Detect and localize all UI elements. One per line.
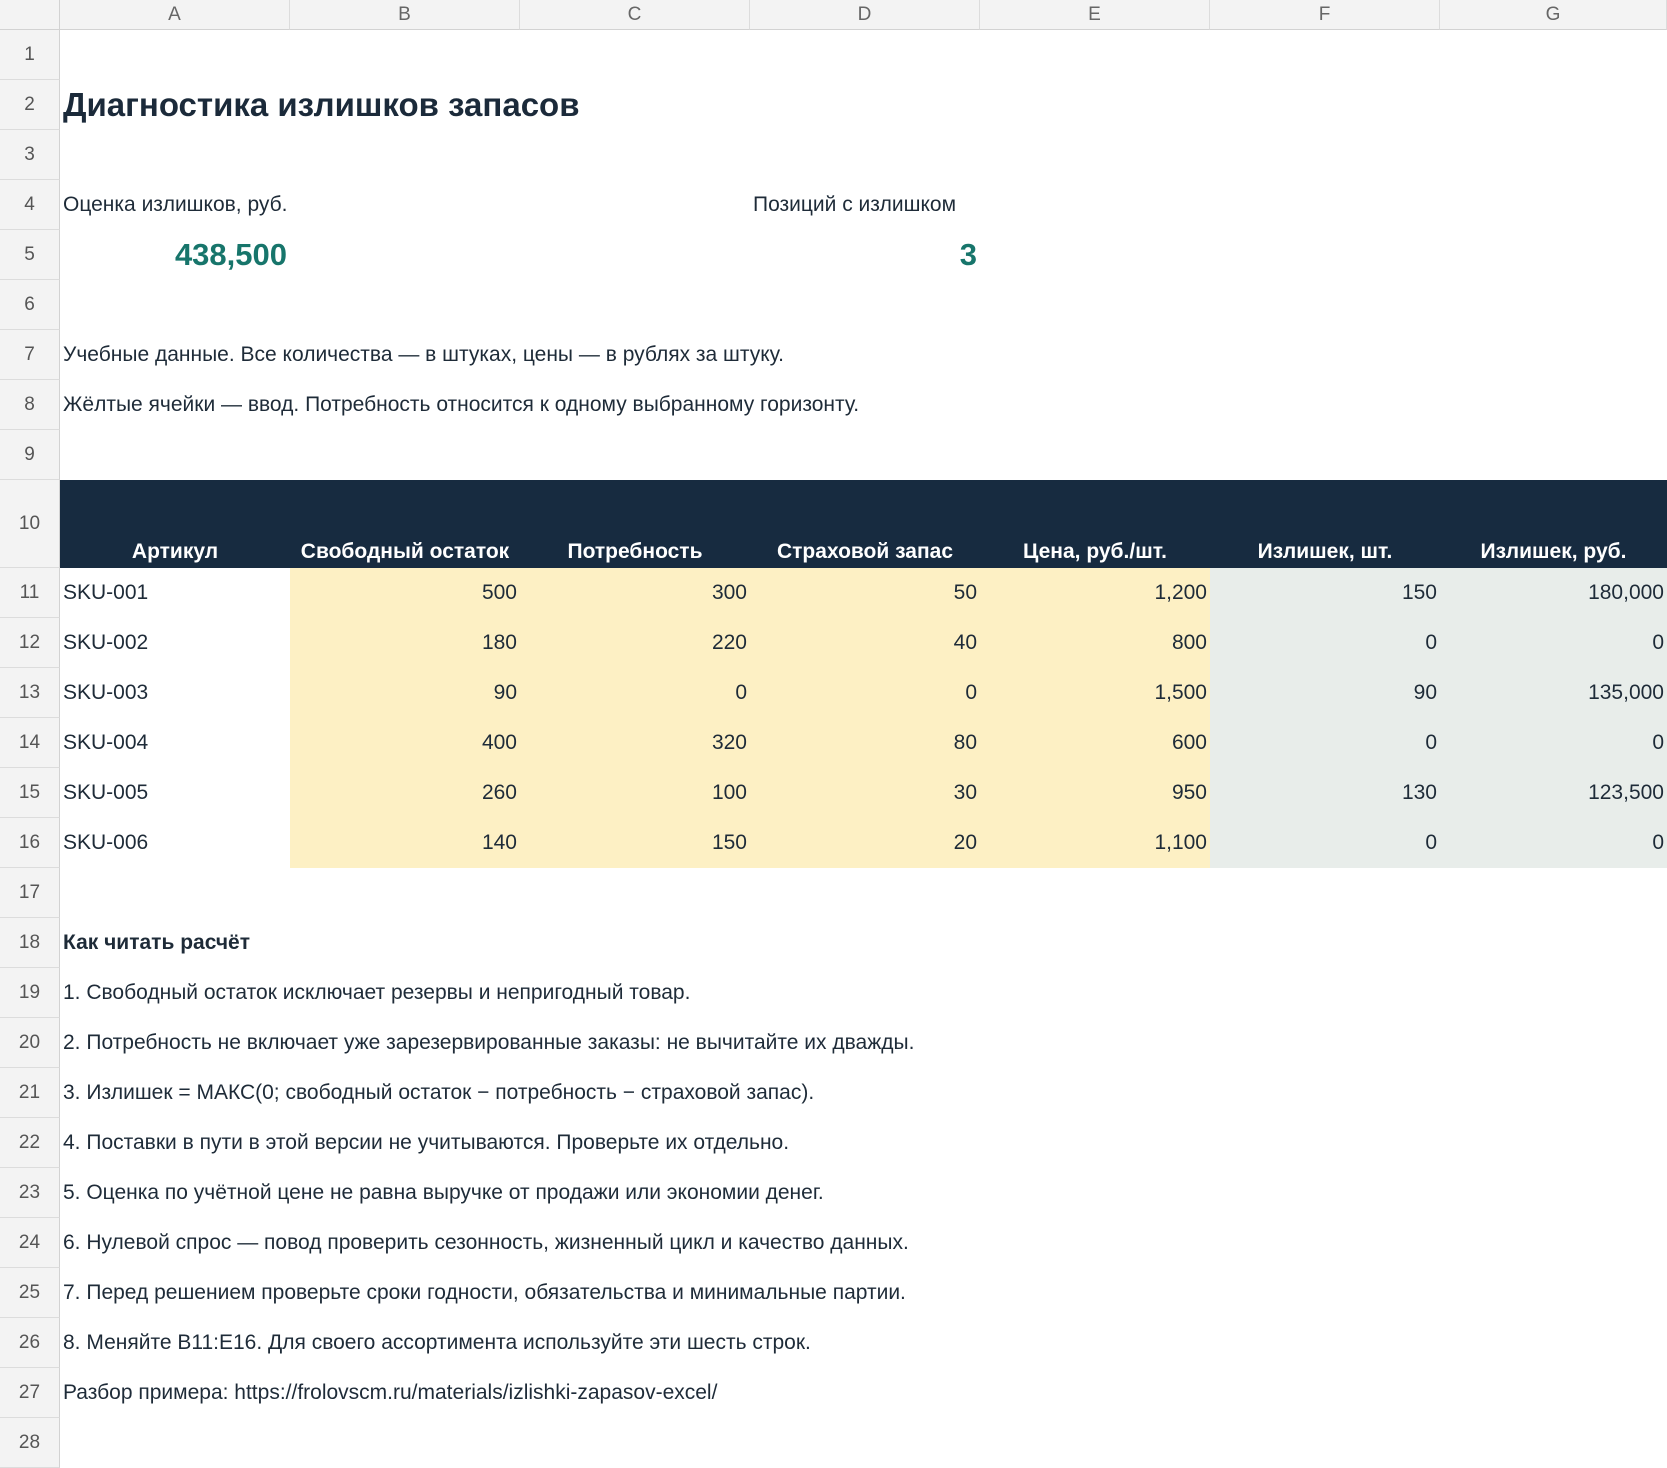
table-cell-input[interactable]: 400 (290, 718, 520, 768)
row-header[interactable]: 21 (0, 1068, 60, 1118)
table-cell-input[interactable]: 1,100 (980, 818, 1210, 868)
table-cell-input[interactable]: 300 (520, 568, 750, 618)
table-cell-calc[interactable]: 0 (1440, 818, 1667, 868)
note-item[interactable]: 1. Свободный остаток исключает резервы и непригодный товар. (63, 981, 691, 1004)
table-cell-input[interactable]: 600 (980, 718, 1210, 768)
row-header[interactable]: 17 (0, 868, 60, 918)
row-header[interactable]: 15 (0, 768, 60, 818)
row-header[interactable]: 20 (0, 1018, 60, 1068)
note-item[interactable]: 2. Потребность не включает уже зарезервированные заказы: не вычитайте их дважды. (63, 1031, 915, 1054)
row-header[interactable]: 28 (0, 1418, 60, 1468)
column-header-d[interactable]: D (750, 0, 980, 30)
row-header[interactable]: 24 (0, 1218, 60, 1268)
row-header[interactable]: 14 (0, 718, 60, 768)
note-item[interactable]: 4. Поставки в пути в этой версии не учитываются. Проверьте их отдельно. (63, 1131, 790, 1154)
row-header[interactable]: 27 (0, 1368, 60, 1418)
table-cell-sku[interactable]: SKU-002 (63, 631, 149, 654)
table-cell-input[interactable]: 180 (290, 618, 520, 668)
table-cell-sku[interactable]: SKU-004 (63, 731, 149, 754)
table-header-free-stock[interactable]: Свободный остаток (290, 480, 520, 568)
table-cell-sku[interactable]: SKU-003 (63, 681, 149, 704)
surplus-value-label[interactable]: Оценка излишков, руб. (63, 193, 288, 216)
table-cell-calc[interactable]: 135,000 (1440, 668, 1667, 718)
table-cell-input[interactable]: 1,200 (980, 568, 1210, 618)
empty-cell[interactable] (980, 230, 1667, 280)
table-cell-sku[interactable]: SKU-005 (63, 781, 149, 804)
table-header-safety-stock[interactable]: Страховой запас (750, 480, 980, 568)
surplus-value-kpi[interactable]: 438,500 (174, 237, 287, 272)
column-header-b[interactable]: B (290, 0, 520, 30)
table-header-demand[interactable]: Потребность (520, 480, 750, 568)
example-link[interactable]: Разбор примера: https://frolovscm.ru/materials/izlishki-zapasov-excel/ (63, 1381, 718, 1404)
note-item[interactable]: 5. Оценка по учётной цене не равна выручке от продажи или экономии денег. (63, 1181, 824, 1204)
empty-row[interactable] (60, 1418, 1667, 1468)
table-cell-input[interactable]: 260 (290, 768, 520, 818)
row-header[interactable]: 12 (0, 618, 60, 668)
table-cell-input[interactable]: 40 (750, 618, 980, 668)
note-item[interactable]: 8. Меняйте B11:E16. Для своего ассортимента используйте эти шесть строк. (63, 1331, 811, 1354)
table-cell-input[interactable]: 80 (750, 718, 980, 768)
positions-count-kpi[interactable]: 3 (959, 237, 977, 272)
row-header[interactable]: 26 (0, 1318, 60, 1368)
row-header[interactable]: 11 (0, 568, 60, 618)
positions-count-label[interactable]: Позиций с излишком (753, 193, 957, 216)
table-cell-calc[interactable]: 123,500 (1440, 768, 1667, 818)
table-cell-input[interactable]: 30 (750, 768, 980, 818)
table-cell-sku[interactable]: SKU-001 (63, 581, 149, 604)
note-item[interactable]: 7. Перед решением проверьте сроки годности, обязательства и минимальные партии. (63, 1281, 906, 1304)
empty-cell[interactable] (290, 230, 520, 280)
table-cell-calc[interactable]: 0 (1210, 618, 1440, 668)
table-cell-input[interactable]: 140 (290, 818, 520, 868)
row-header[interactable]: 23 (0, 1168, 60, 1218)
page-title[interactable]: Диагностика излишков запасов (63, 86, 580, 123)
table-cell-input[interactable]: 150 (520, 818, 750, 868)
table-cell-calc[interactable]: 0 (1210, 818, 1440, 868)
empty-row[interactable] (60, 30, 1667, 80)
column-header-c[interactable]: C (520, 0, 750, 30)
row-header[interactable]: 6 (0, 280, 60, 330)
table-cell-input[interactable]: 220 (520, 618, 750, 668)
table-cell-input[interactable]: 1,500 (980, 668, 1210, 718)
table-cell-input[interactable]: 500 (290, 568, 520, 618)
row-header[interactable]: 5 (0, 230, 60, 280)
table-cell-calc[interactable]: 0 (1210, 718, 1440, 768)
column-header-a[interactable]: A (60, 0, 290, 30)
empty-row[interactable] (60, 130, 1667, 180)
column-header-e[interactable]: E (980, 0, 1210, 30)
row-header[interactable]: 22 (0, 1118, 60, 1168)
notes-heading[interactable]: Как читать расчёт (63, 931, 250, 954)
table-header-surplus-units[interactable]: Излишек, шт. (1210, 480, 1440, 568)
table-header-sku[interactable]: Артикул (60, 480, 290, 568)
table-header-price[interactable]: Цена, руб./шт. (980, 480, 1210, 568)
table-cell-calc[interactable]: 180,000 (1440, 568, 1667, 618)
row-header[interactable]: 10 (0, 480, 60, 568)
table-cell-input[interactable]: 0 (520, 668, 750, 718)
table-cell-input[interactable]: 950 (980, 768, 1210, 818)
select-all-corner[interactable] (0, 0, 60, 30)
row-header[interactable]: 16 (0, 818, 60, 868)
table-cell-input[interactable]: 20 (750, 818, 980, 868)
table-cell-input[interactable]: 100 (520, 768, 750, 818)
table-cell-input[interactable]: 800 (980, 618, 1210, 668)
table-cell-input[interactable]: 0 (750, 668, 980, 718)
row-header[interactable]: 8 (0, 380, 60, 430)
column-header-g[interactable]: G (1440, 0, 1667, 30)
column-header-f[interactable]: F (1210, 0, 1440, 30)
table-cell-input[interactable]: 50 (750, 568, 980, 618)
table-cell-calc[interactable]: 90 (1210, 668, 1440, 718)
empty-row[interactable] (60, 430, 1667, 480)
empty-row[interactable] (60, 280, 1667, 330)
table-cell-calc[interactable]: 0 (1440, 718, 1667, 768)
table-cell-input[interactable]: 320 (520, 718, 750, 768)
table-cell-calc[interactable]: 150 (1210, 568, 1440, 618)
row-header[interactable]: 18 (0, 918, 60, 968)
empty-row[interactable] (60, 868, 1667, 918)
row-header[interactable]: 25 (0, 1268, 60, 1318)
row-header[interactable]: 13 (0, 668, 60, 718)
table-cell-calc[interactable]: 130 (1210, 768, 1440, 818)
table-cell-sku[interactable]: SKU-006 (63, 831, 149, 854)
empty-cell[interactable] (520, 230, 750, 280)
row-header[interactable]: 9 (0, 430, 60, 480)
row-header[interactable]: 19 (0, 968, 60, 1018)
table-cell-calc[interactable]: 0 (1440, 618, 1667, 668)
row-header[interactable]: 4 (0, 180, 60, 230)
row-header[interactable]: 1 (0, 30, 60, 80)
intro-note[interactable]: Учебные данные. Все количества — в штуках, цены — в рублях за штуку. (63, 343, 784, 366)
intro-note[interactable]: Жёлтые ячейки — ввод. Потребность относится к одному выбранному горизонту. (63, 393, 860, 416)
table-header-surplus-rub[interactable]: Излишек, руб. (1440, 480, 1667, 568)
note-item[interactable]: 3. Излишек = МАКС(0; свободный остаток − потребность − страховой запас). (63, 1081, 815, 1104)
row-header[interactable]: 3 (0, 130, 60, 180)
note-item[interactable]: 6. Нулевой спрос — повод проверить сезонность, жизненный цикл и качество данных. (63, 1231, 909, 1254)
table-cell-input[interactable]: 90 (290, 668, 520, 718)
row-header[interactable]: 2 (0, 80, 60, 130)
row-header[interactable]: 7 (0, 330, 60, 380)
